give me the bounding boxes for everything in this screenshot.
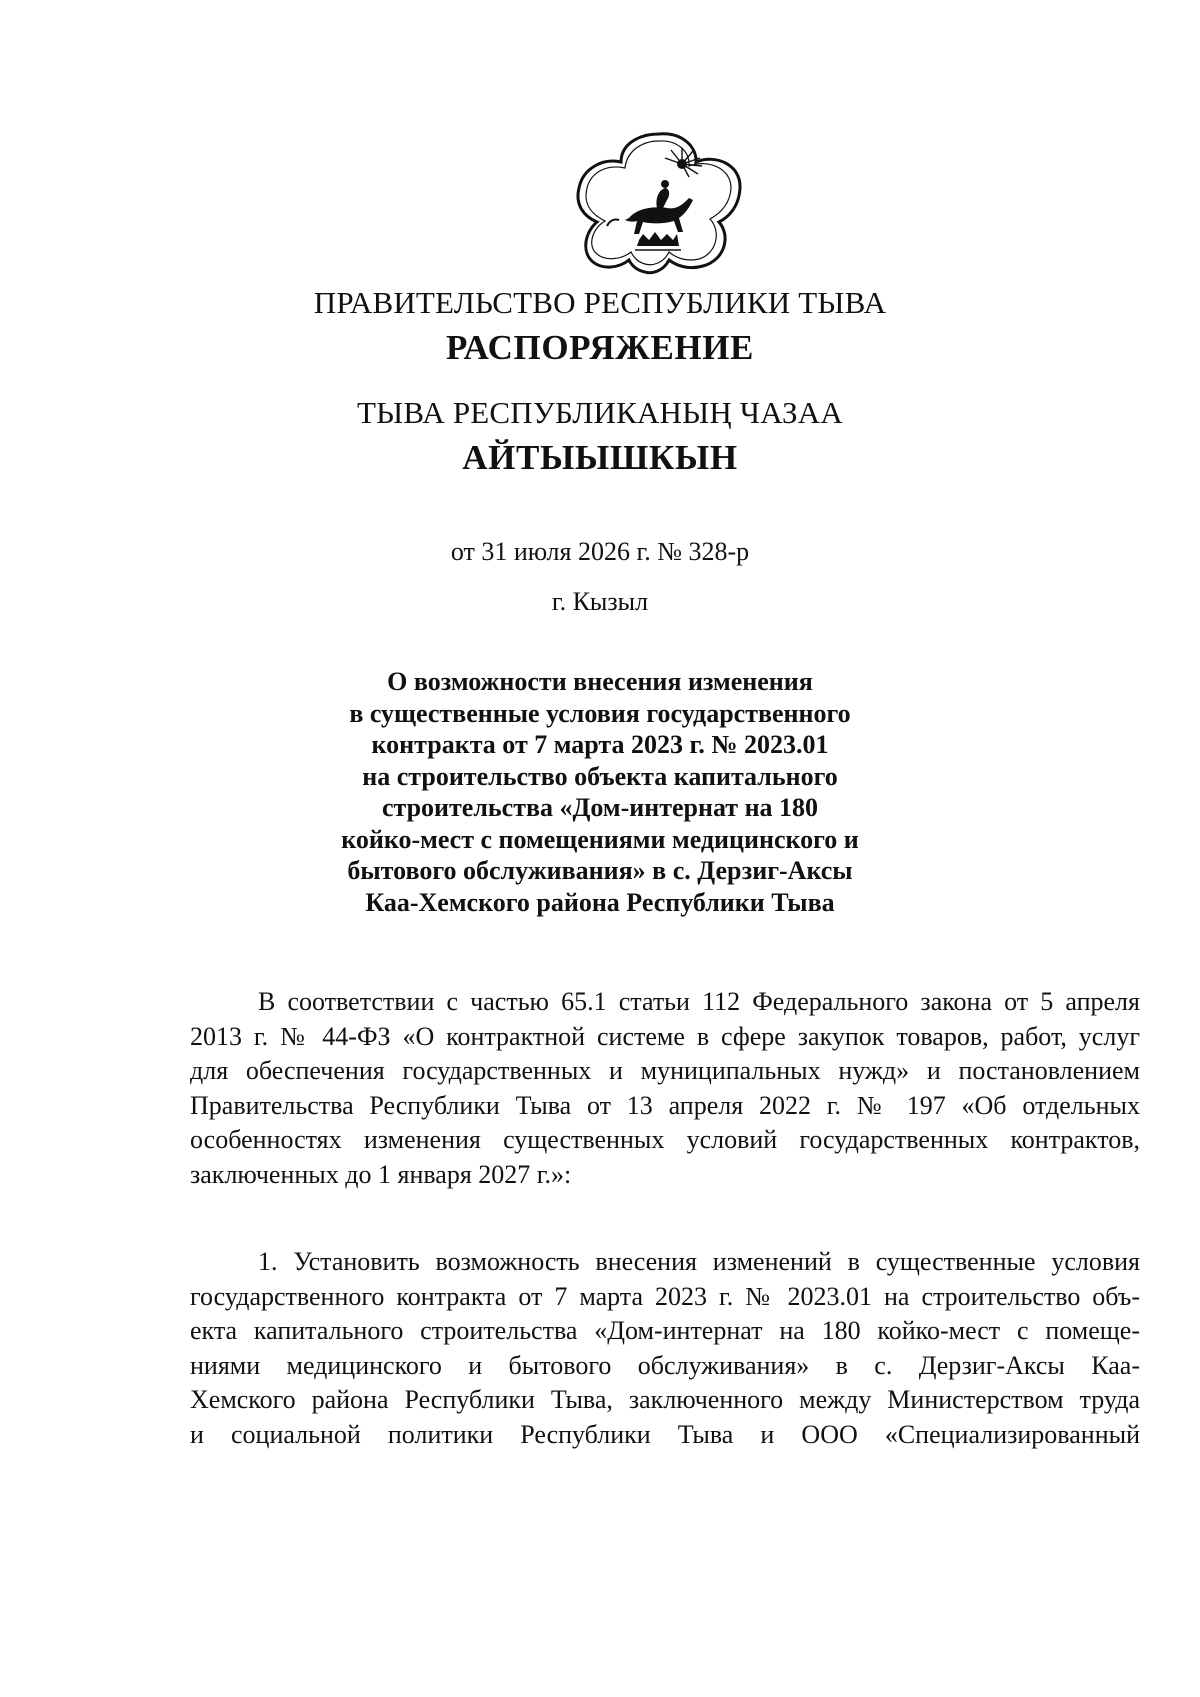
- paragraph-line: екта капитального строительства «Дом-интернат на 180 койко-мест с помеще-: [190, 1316, 1140, 1345]
- title-line: в существенные условия государственного: [349, 698, 851, 728]
- paragraph-line: Хемского района Республики Тыва, заключенного между Министерством труда: [190, 1385, 1140, 1414]
- title-line: койко-мест с помещениями медицинского и: [341, 824, 859, 854]
- tuva-coat-of-arms-icon: [559, 128, 759, 278]
- paragraph-line: 1. Установить возможность внесения изменений в существенные условия: [258, 1247, 1140, 1276]
- document-type-ru: РАСПОРЯЖЕНИЕ: [445, 328, 754, 367]
- document-type-tv: АЙТЫЫШКЫН: [462, 438, 738, 477]
- paragraph-line: В соответствии с частью 65.1 статьи 112 Федерального закона от 5 апреля: [258, 987, 1140, 1016]
- paragraph-line: ниями медицинского и бытового обслуживания» в с. Дерзиг-Аксы Каа-: [190, 1350, 1140, 1380]
- paragraph-line: государственного контракта от 7 марта 2023 г. № 2023.01 на строительство объ-: [190, 1281, 1140, 1311]
- title-line: О возможности внесения изменения: [387, 667, 813, 696]
- paragraph-line: 2013 г. № 44-ФЗ «О контрактной системе в сфере закупок товаров, работ, услуг: [190, 1021, 1140, 1051]
- title-line: контракта от 7 марта 2023 г. № 2023.01: [371, 730, 829, 759]
- paragraph-line: особенностях изменения существенных условий государственных контрактов,: [190, 1125, 1140, 1154]
- preamble-paragraph: [190, 985, 1140, 1192]
- title-line: бытового обслуживания» в с. Дерзиг-Аксы: [347, 856, 853, 885]
- city-line: г. Кызыл: [551, 587, 649, 616]
- clause-1-paragraph: [190, 1245, 1140, 1452]
- date-number-line: от 31 июля 2026 г. № 328-р: [450, 537, 750, 566]
- paragraph-line: заключенных до 1 января 2027 г.»:: [190, 1159, 572, 1189]
- title-line: строительства «Дом-интернат на 180: [381, 793, 819, 822]
- paragraph-line: Правительства Республики Тыва от 13 апреля 2022 г. № 197 «Об отдельных: [190, 1090, 1140, 1120]
- document-title: [0, 666, 1200, 918]
- paragraph-line: для обеспечения государственных и муниципальных нужд» и постановлением: [190, 1056, 1140, 1085]
- paragraph-line: и социальной политики Республики Тыва и ООО «Специализированный: [190, 1419, 1140, 1449]
- government-heading-ru: ПРАВИТЕЛЬСТВО РЕСПУБЛИКИ ТЫВА: [313, 285, 887, 320]
- title-line: Каа-Хемского района Республики Тыва: [365, 887, 835, 917]
- title-line: на строительство объекта капитального: [362, 761, 838, 791]
- government-heading-tv: ТЫВА РЕСПУБЛИКАНЫҢ ЧАЗАА: [357, 395, 843, 430]
